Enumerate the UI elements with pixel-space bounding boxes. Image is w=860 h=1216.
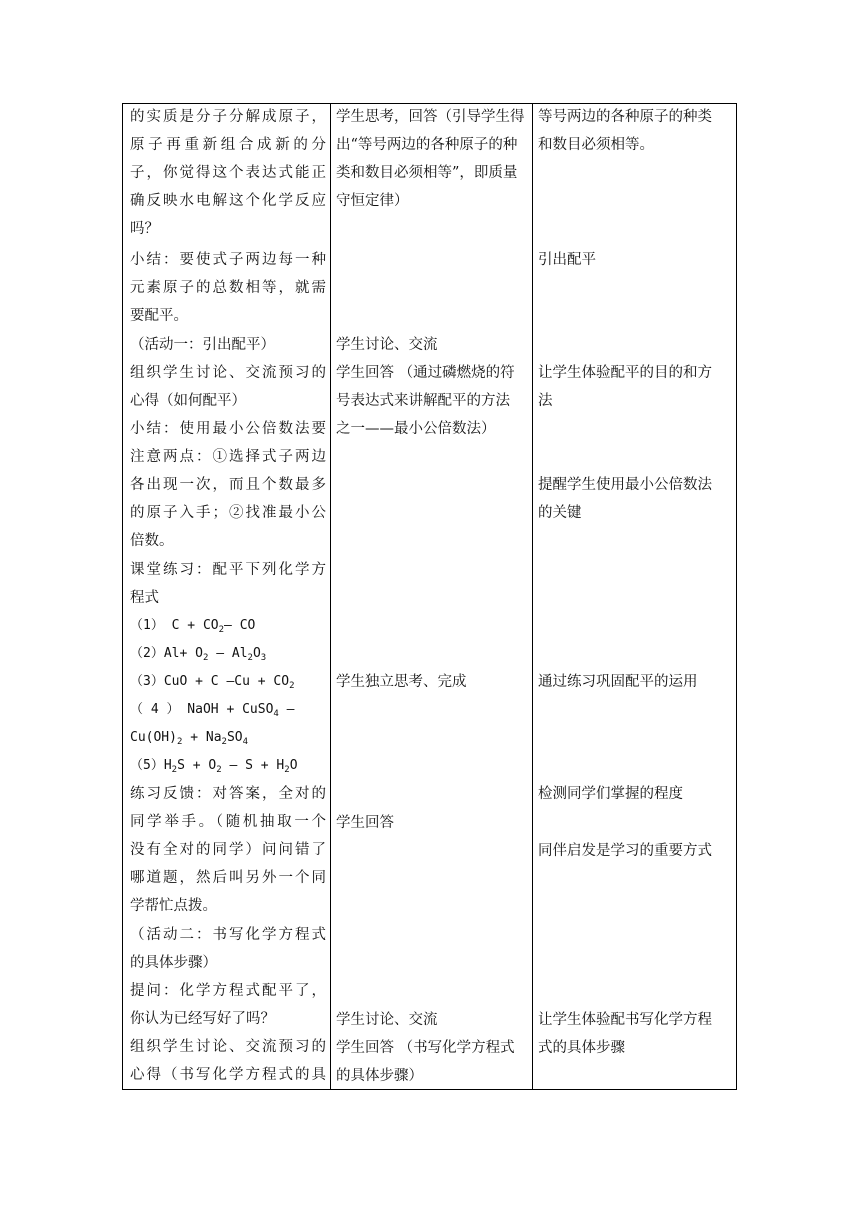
text-line: 吗？ [130,221,159,237]
design-intent-column [538,103,732,1090]
text-line: 学生回答 （书写化学方程式 [336,1040,515,1056]
text-line: 组织学生讨论、交流预习的 [130,365,326,381]
discussion-paragraph-2 [336,1006,528,1090]
text-line: 确反映水电解这个化学反应 [130,193,326,209]
text-line: 守恒定律） [336,193,409,209]
equation-2: $(2)Al+ O_2$ — $Al_2O_3$ [130,646,267,663]
text-line: 的实质是分子分解成原子， [130,109,326,125]
text-line: 各出现一次，而且个数最多 [130,477,326,493]
experience-paragraph [538,359,732,415]
text-line: 学帮忙点拨。 [130,898,217,914]
activity-1-paragraph [130,331,326,415]
teacher-activity-column [130,103,326,1090]
text-line: 子，你觉得这个表达式能正 [130,165,326,181]
text-line: 号表达式来讲解配平的方法 [336,393,510,409]
text-line: 练习反馈：对答案，全对的 [130,786,326,802]
text-line: 出“等号两边的各种原子的种 [336,137,518,153]
text-line: 要配平。 [130,308,188,324]
text-line: 你认为已经写好了吗？ [130,1011,275,1027]
text-line: 倍数。 [130,533,174,549]
question-2-paragraph [130,977,326,1089]
column-divider [330,103,331,1090]
text-line: 组织学生讨论、交流预习的 [130,1039,326,1055]
text-line: （活动一：引出配平） [130,337,275,353]
text-line: 没有全对的同学）问问错了 [130,842,326,858]
text-line: 学生回答 （通过磷燃烧的符 [336,365,515,381]
text-line: 小结：要使式子两边每一种 [130,252,326,268]
text-line: 注意两点：①选择式子两边 [130,449,326,465]
text-line: 哪道题，然后叫另外一个同 [130,870,326,886]
text-line: 小结：使用最小公倍数法要 [130,421,326,437]
text-line: 之一——最小公倍数法） [336,421,496,437]
equation-list [130,612,326,780]
equal-atoms-paragraph [538,103,732,159]
summary-paragraph-1 [130,246,326,330]
feedback-paragraph [130,780,326,920]
summary-paragraph-2 [130,415,326,555]
remind-paragraph [538,471,732,527]
text-line: 学生思考，回答（引导学生得 [336,109,525,125]
text-line: 提问：化学方程式配平了， [130,983,326,999]
text-line: 学生讨论、交流 [336,1012,438,1028]
text-line: 等号两边的各种原子的种类 [538,109,712,125]
text-line: 课堂练习：配平下列化学方 [130,562,326,578]
independent-practice-text: 学生独立思考、完成 [336,674,467,690]
detect-text: 检测同学们掌握的程度 [538,786,683,802]
text-line: 程式 [130,590,159,606]
text-line: 提醒学生使用最小公倍数法 [538,477,712,493]
equation-5: $(5)H_2S + O_2$ — $S + H_2O$ [130,758,298,775]
practice-paragraph [130,556,326,612]
text-line: 让学生体验配书写化学方程 [538,1012,712,1028]
equation-1: （1） $C + CO_2—$ CO [130,618,256,635]
peer-inspiration-text: 同伴启发是学习的重要方式 [538,843,712,859]
text-line: （活动二：书写化学方程式 [130,927,326,943]
question-paragraph [130,103,326,243]
activity-2-paragraph [130,921,326,977]
discussion-paragraph-1 [336,331,528,443]
text-line: 式的具体步骤 [538,1040,625,1056]
text-line: 法 [538,393,553,409]
text-line: 的原子入手；②找准最小公 [130,505,326,521]
text-line: 学生讨论、交流 [336,337,438,353]
text-line: 让学生体验配平的目的和方 [538,365,712,381]
steps-paragraph [538,1006,732,1062]
equation-4-continued: $Cu(OH)_2 + Na_2SO_4$ [130,730,249,747]
text-line: 心得（书写化学方程式的具 [130,1067,326,1083]
text-line: 同学举手。（随机抽取一个 [130,814,326,830]
text-line: 的具体步骤） [130,955,217,971]
column-divider [532,103,533,1090]
text-line: 的关键 [538,505,582,521]
text-line: 心得（如何配平） [130,393,246,409]
think-paragraph [336,103,528,215]
text-line: 和数目必须相等。 [538,137,654,153]
student-answer-text: 学生回答 [336,815,394,831]
equation-3: （3）CuO + C —Cu + $CO_2$ [130,674,295,691]
student-activity-column [336,103,528,1090]
equation-4: （ 4 ） NaOH + CuSO$_4$ — [130,702,295,719]
text-line: 元素原子的总数相等，就需 [130,280,326,296]
text-line: 类和数目必须相等”，即质量 [336,165,518,181]
text-line: 原子再重新组合成新的分 [130,137,326,153]
consolidate-text: 通过练习巩固配平的运用 [538,674,698,690]
text-line: 的具体步骤） [336,1068,423,1084]
lead-in-text: 引出配平 [538,252,596,268]
